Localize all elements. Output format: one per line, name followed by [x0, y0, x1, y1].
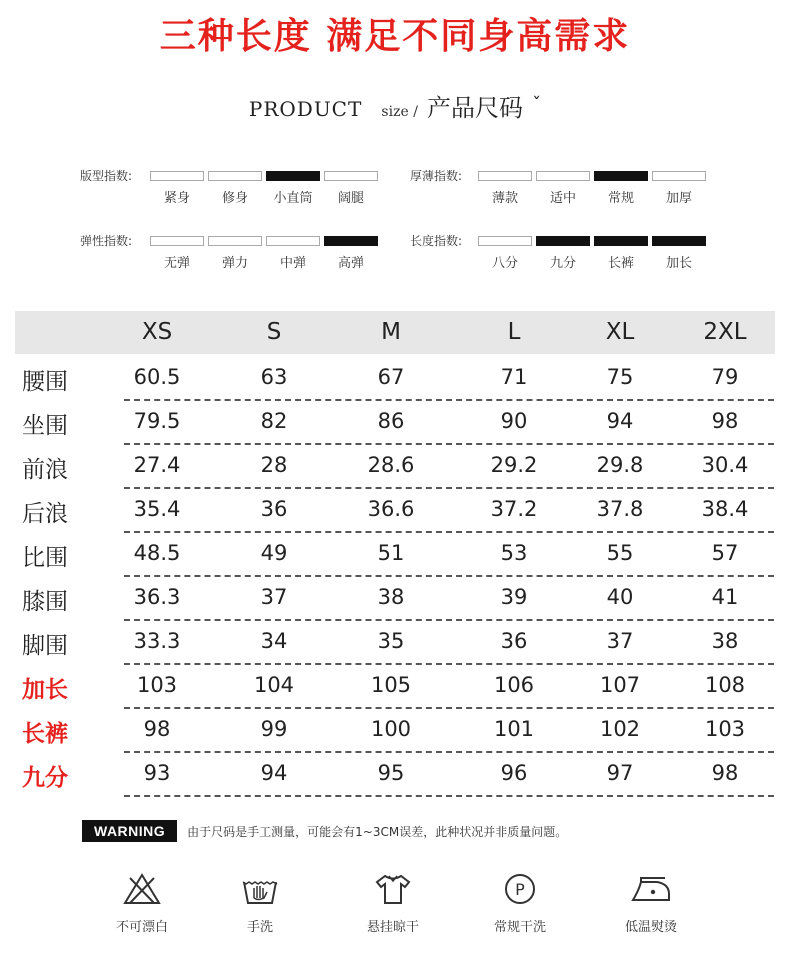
table-cell: 104	[253, 673, 295, 697]
index-bar	[594, 236, 648, 246]
table-cell: 38.4	[701, 497, 749, 521]
index-options	[150, 187, 378, 206]
row-label: 前浪	[22, 457, 68, 483]
care-label: 手洗	[246, 920, 273, 935]
product-title-en: PRODUCT	[248, 97, 363, 121]
table-cell: 96	[500, 761, 528, 785]
index-option: 紧身	[163, 191, 190, 206]
row-label: 加长	[22, 677, 68, 703]
index-option: 小直筒	[273, 191, 313, 206]
index-bar	[266, 236, 320, 246]
index-option: 无弹	[163, 256, 190, 271]
table-row	[0, 534, 790, 578]
index-bar	[594, 171, 648, 181]
table-cell: 35	[377, 629, 405, 653]
index-options	[478, 252, 706, 271]
index-option: 薄款	[491, 191, 518, 206]
table-cell: 101	[493, 717, 535, 741]
care-item	[92, 872, 192, 935]
table-cell: 27.4	[133, 453, 181, 477]
row-divider	[124, 707, 774, 709]
table-cell: 103	[704, 717, 746, 741]
row-divider	[124, 795, 774, 797]
table-cell: 95	[377, 761, 405, 785]
table-cell: 107	[599, 673, 641, 697]
row-divider	[124, 575, 774, 577]
row-label: 比围	[22, 545, 68, 571]
row-divider	[124, 443, 774, 445]
index-bar	[150, 171, 204, 181]
row-divider	[124, 663, 774, 665]
row-divider	[124, 399, 774, 401]
row-divider	[124, 487, 774, 489]
index-option: 修身	[221, 191, 248, 206]
low-iron-icon	[629, 872, 673, 906]
table-cell: 28	[260, 453, 288, 477]
care-label: 悬挂晾干	[366, 920, 419, 935]
table-cell: 102	[599, 717, 641, 741]
care-label: 低温熨烫	[624, 920, 677, 935]
row-divider	[124, 619, 774, 621]
table-row	[0, 578, 790, 622]
table-row	[0, 622, 790, 666]
index-option: 中弹	[279, 256, 306, 271]
table-row	[0, 446, 790, 490]
index-bars	[478, 171, 706, 181]
product-title-size: size /	[381, 104, 418, 120]
index-bar	[150, 236, 204, 246]
table-cell: 67	[377, 365, 405, 389]
table-cell: 97	[606, 761, 634, 785]
table-cell: 90	[500, 409, 528, 433]
index-bar	[208, 171, 262, 181]
table-cell: 36.6	[367, 497, 415, 521]
table-cell: 39	[500, 585, 528, 609]
table-row	[0, 710, 790, 754]
table-cell: 94	[260, 761, 288, 785]
table-cell: 86	[377, 409, 405, 433]
table-cell: 40	[606, 585, 634, 609]
index-bar	[652, 171, 706, 181]
table-cell: 99	[260, 717, 288, 741]
table-cell: 38	[711, 629, 739, 653]
index-option: 八分	[491, 256, 518, 271]
table-cell: 55	[606, 541, 634, 565]
table-cell: 35.4	[133, 497, 181, 521]
warning-badge: WARNING	[82, 820, 177, 842]
table-cell: 108	[704, 673, 746, 697]
table-row	[0, 490, 790, 534]
table-cell: 98	[711, 761, 739, 785]
index-option: 加厚	[665, 191, 692, 206]
table-row	[0, 754, 790, 798]
table-cell: 37.8	[596, 497, 644, 521]
index-option: 高弹	[337, 256, 364, 271]
chevron-down-icon: ˇ	[532, 94, 542, 115]
index-option: 阔腿	[337, 191, 364, 206]
table-cell: 36	[260, 497, 288, 521]
column-header: L	[507, 319, 521, 345]
table-cell: 36.3	[133, 585, 181, 609]
index-options	[150, 252, 378, 271]
table-cell: 36	[500, 629, 528, 653]
warning-note	[82, 820, 567, 842]
column-header: M	[381, 319, 401, 345]
headline: 三种长度 满足不同身高需求	[159, 16, 631, 57]
column-header: XL	[605, 319, 635, 345]
index-label: 厚薄指数:	[410, 169, 463, 183]
table-cell: 48.5	[133, 541, 181, 565]
row-label: 膝围	[22, 589, 68, 615]
row-label: 后浪	[22, 501, 68, 527]
table-cell: 29.8	[596, 453, 644, 477]
index-option: 加长	[665, 256, 692, 271]
table-cell: 98	[143, 717, 171, 741]
table-cell: 105	[370, 673, 412, 697]
index-bar	[324, 236, 378, 246]
row-divider	[124, 751, 774, 753]
index-label: 版型指数:	[80, 169, 133, 183]
care-item	[601, 872, 701, 935]
warning-text: 由于尺码是手工测量，可能会有1~3CM误差，此种状况并非质量问题。	[187, 824, 568, 839]
table-cell: 57	[711, 541, 739, 565]
table-cell: 38	[377, 585, 405, 609]
table-cell: 79	[711, 365, 739, 389]
table-cell: 51	[377, 541, 405, 565]
table-cell: 28.6	[367, 453, 415, 477]
column-header: 2XL	[703, 319, 747, 345]
index-bars	[478, 236, 706, 246]
index-bar	[208, 236, 262, 246]
row-divider	[124, 531, 774, 533]
table-row	[0, 666, 790, 710]
no-bleach-icon	[122, 872, 162, 906]
index-bar	[324, 171, 378, 181]
index-label: 弹性指数:	[80, 234, 133, 248]
product-title-cn: 产品尺码	[427, 94, 524, 122]
index-option: 弹力	[221, 256, 248, 271]
product-title	[0, 88, 790, 123]
table-cell: 60.5	[133, 365, 181, 389]
table-cell: 93	[143, 761, 171, 785]
table-cell: 103	[136, 673, 178, 697]
table-cell: 34	[260, 629, 288, 653]
care-item	[343, 872, 443, 935]
svg-text:P: P	[515, 880, 525, 899]
table-cell: 82	[260, 409, 288, 433]
table-cell: 63	[260, 365, 288, 389]
table-cell: 106	[493, 673, 535, 697]
index-bar	[266, 171, 320, 181]
table-cell: 49	[260, 541, 288, 565]
size-table-header	[15, 311, 775, 354]
table-cell: 53	[500, 541, 528, 565]
care-label: 常规干洗	[493, 920, 546, 935]
index-bar	[536, 236, 590, 246]
row-label: 脚围	[22, 633, 68, 659]
index-option: 九分	[549, 256, 576, 271]
index-option: 常规	[607, 191, 634, 206]
table-cell: 29.2	[490, 453, 538, 477]
column-header: S	[266, 319, 282, 345]
index-bar	[478, 171, 532, 181]
dry-clean-icon	[500, 872, 540, 906]
table-row	[0, 402, 790, 446]
row-label: 坐围	[22, 413, 68, 439]
row-label: 九分	[22, 765, 68, 791]
index-bar	[652, 236, 706, 246]
row-label: 腰围	[22, 369, 68, 395]
table-cell: 79.5	[133, 409, 181, 433]
table-cell: 100	[370, 717, 412, 741]
table-cell: 30.4	[701, 453, 749, 477]
index-option: 适中	[549, 191, 576, 206]
care-item	[210, 872, 310, 935]
table-cell: 41	[711, 585, 739, 609]
hang-dry-icon	[373, 872, 413, 906]
index-bar	[536, 171, 590, 181]
index-label: 长度指数:	[410, 234, 463, 248]
index-options	[478, 187, 706, 206]
index-bars	[150, 236, 378, 246]
table-cell: 33.3	[133, 629, 181, 653]
table-cell: 37	[606, 629, 634, 653]
table-row	[0, 358, 790, 402]
index-option: 长裤	[607, 256, 634, 271]
table-cell: 75	[606, 365, 634, 389]
table-cell: 94	[606, 409, 634, 433]
index-bar	[478, 236, 532, 246]
table-cell: 37	[260, 585, 288, 609]
index-bars	[150, 171, 378, 181]
care-item	[470, 872, 570, 935]
column-header: XS	[141, 319, 173, 345]
row-label: 长裤	[22, 721, 68, 747]
hand-wash-icon	[240, 872, 280, 906]
table-cell: 98	[711, 409, 739, 433]
table-cell: 71	[500, 365, 528, 389]
care-label: 不可漂白	[115, 920, 168, 935]
table-cell: 37.2	[490, 497, 538, 521]
